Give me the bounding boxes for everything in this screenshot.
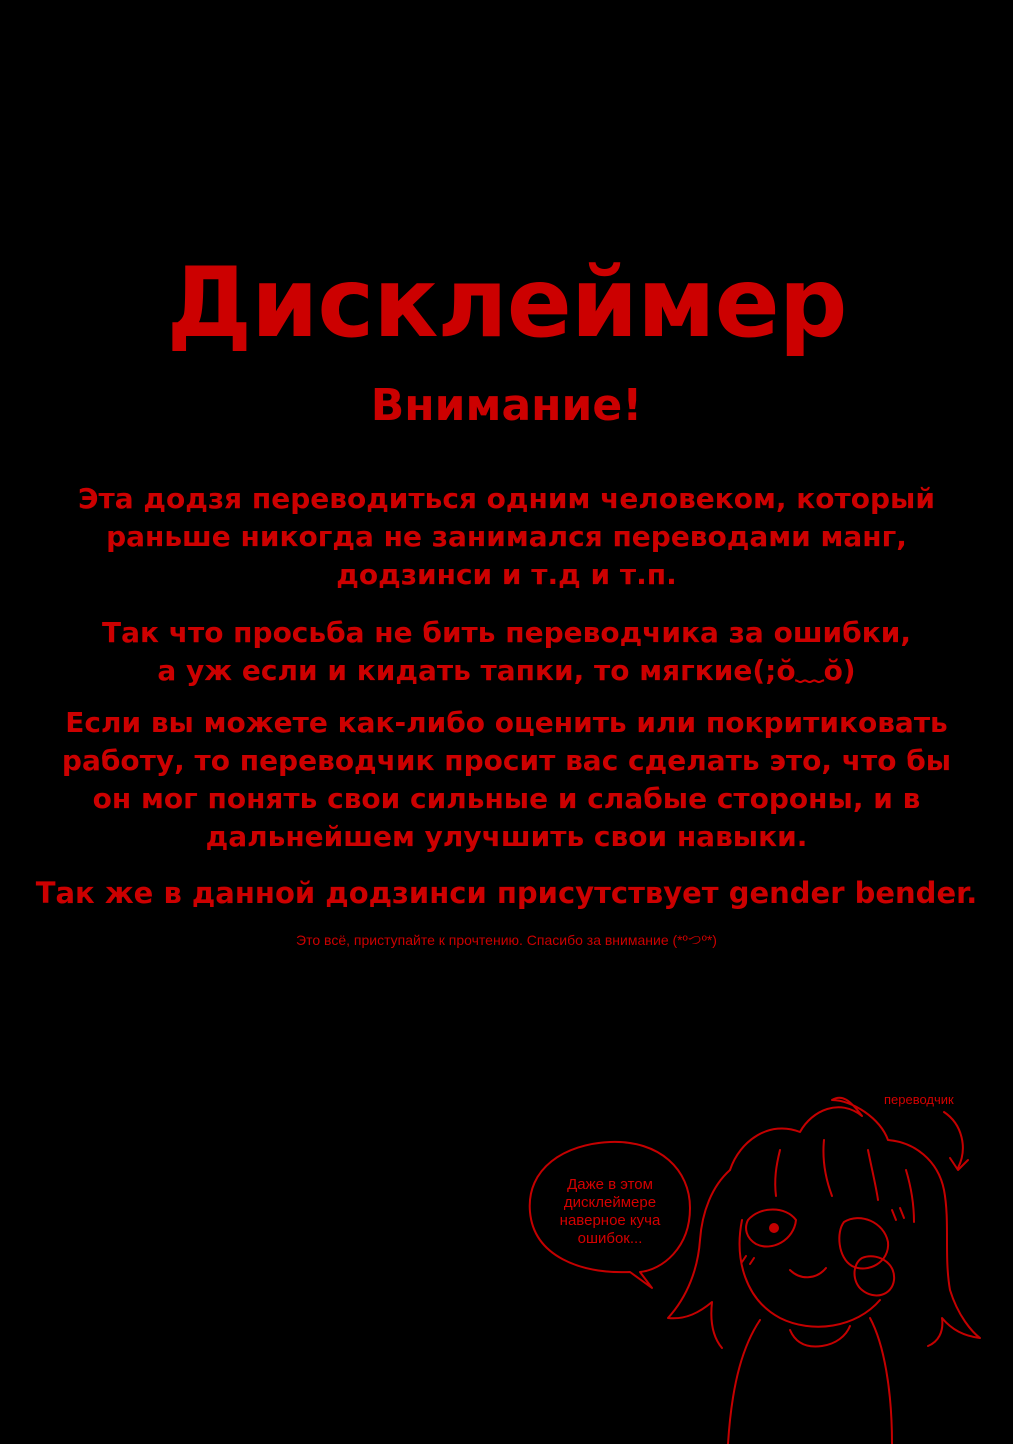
text-line: додзинси и т.д и т.п. [336,558,677,591]
text-line: Так же в данной додзинси присутствует gender bender. [35,876,978,910]
arrow-icon [944,1112,963,1168]
text-line: раньше никогда не занимался переводами манг, [106,520,907,553]
glasses-icon [855,1256,895,1295]
eye-right [839,1218,888,1268]
closing-note: Это всё, приступайте к прочтению. Спасибо за внимание (*ºつº*) [296,932,717,948]
bubble-line: Даже в этом [567,1176,653,1193]
translator-label: переводчик [884,1092,954,1107]
face-outline [740,1220,880,1327]
text-line: работу, то переводчик просит вас сделать это, что бы [61,744,952,777]
text-line: Эта додзя переводиться одним человеком, который [77,482,935,515]
text-line: он мог понять свои сильные и слабые стороны, и в [92,782,921,815]
bubble-line: дисклеймере [563,1194,657,1211]
text-line: Если вы можете как-либо оценить или покритиковать [65,706,948,739]
mouth [790,1268,826,1277]
body-outline [728,1320,760,1444]
warning-subtitle: Внимание! [370,380,643,431]
text-line: Так что просьба не бить переводчика за ошибки, [102,616,911,649]
text-line: дальнейшем улучшить свои навыки. [205,820,808,853]
bubble-line: наверное куча [559,1212,661,1229]
bubble-line: ошибок... [577,1230,643,1247]
page-title: Дисклеймер [166,247,847,359]
text-line: а уж если и кидать тапки, то мягкие(;ŏ﹏ŏ) [157,654,856,687]
speech-bubble-text [540,1176,680,1248]
